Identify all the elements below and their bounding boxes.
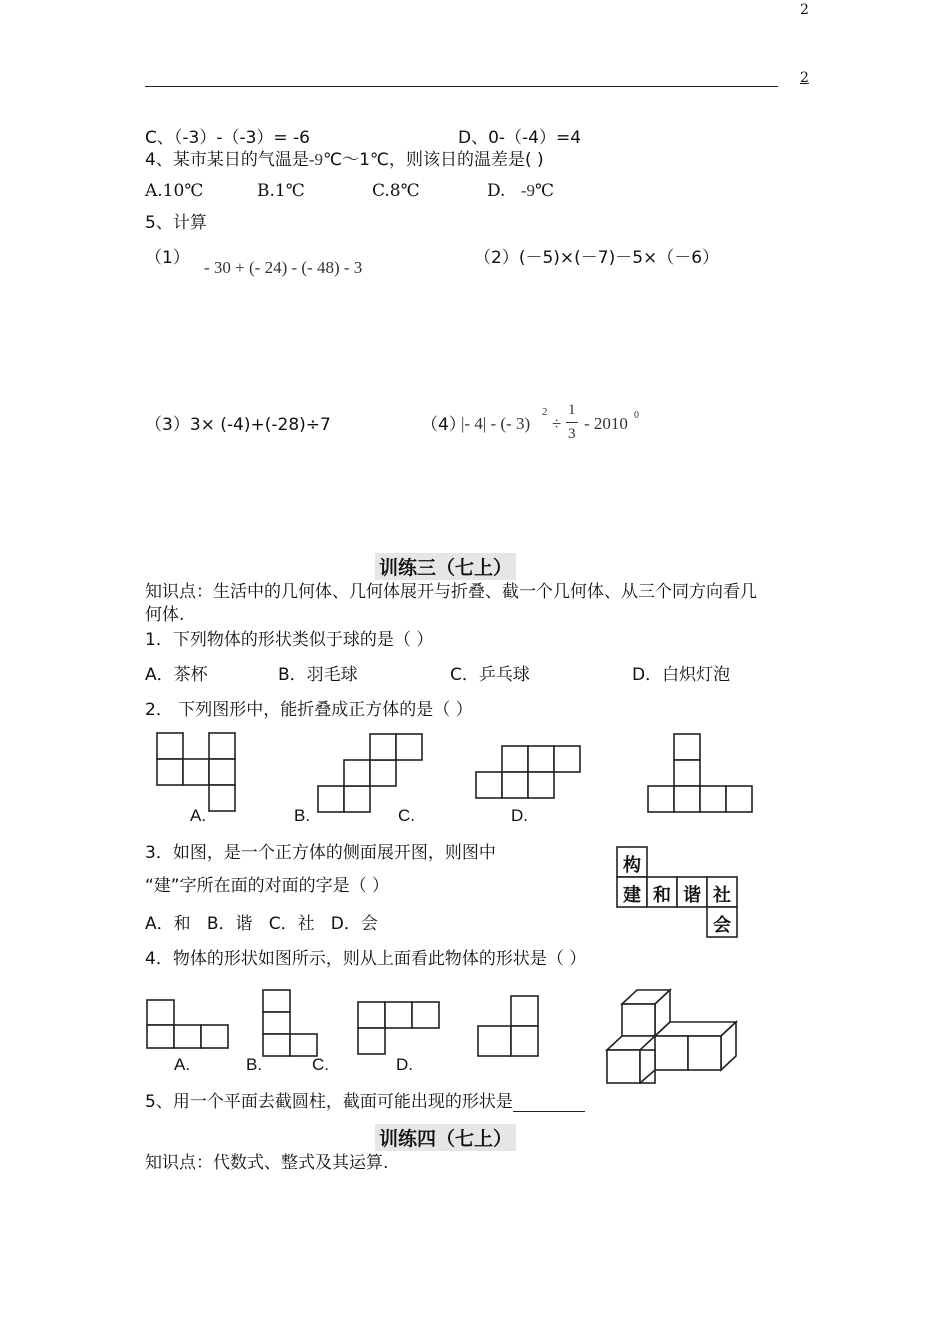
net-b [318,734,422,812]
stacked-cubes-figure [607,990,736,1083]
s3-q1-option-a: A．茶杯 [145,665,208,685]
q5-p4-exp2: 2 [542,406,548,418]
q4-option-d-unit: ℃ [535,181,555,201]
q5-p4-tail: - 2010 [584,414,628,433]
view-a-label: A. [174,1055,191,1074]
s3-q5-stem: 5、用一个平面去截圆柱，截面可能出现的形状是 [145,1092,513,1112]
s3-q2-stem: 2． 下列图形中，能折叠成正方体的是（ ） [145,700,473,720]
page-number: 2 [800,70,809,86]
net-d [648,734,752,812]
q4-option-d-label: D. [487,181,506,201]
section-3-title: 训练三（七上） [375,553,516,580]
char-xie: 谐 [683,885,701,906]
q5-p4-label: （4） [421,415,466,435]
view-option-d [478,996,538,1056]
answer-blank[interactable] [513,1093,585,1112]
q5-p4-den: 3 [568,426,576,442]
q5-p2: （2）(－5)×(－7)－5×（－6） [474,248,720,268]
net-b-label: B. [294,806,311,825]
view-b-label: B. [246,1055,263,1074]
char-hui: 会 [713,915,731,936]
q4-stem-pre: 4、某市某日的气温是 [145,150,309,170]
view-option-c [358,1002,439,1054]
q4-temp: -9 [308,150,323,169]
s3-q1-option-c: C．乒乓球 [450,665,530,685]
s3-q1-option-b: B．羽毛球 [278,665,358,685]
s3-q4-stem: 4．物体的形状如图所示，则从上面看此物体的形状是（ ） [145,949,587,969]
q5-p1-label: （1） [145,248,190,268]
section-3-knowledge-1: 知识点：生活中的几何体、几何体展开与折叠、截一个几何体、从三个同方向看几 [145,582,757,602]
view-d-label: D. [396,1055,413,1074]
net-c [476,746,580,798]
page-number-top: 2 [800,2,809,18]
section-3-knowledge-2: 何体. [145,605,185,625]
s3-q3-stem-2: “建”字所在面的对面的字是（ ） [145,876,390,896]
char-he: 和 [653,885,671,906]
q5-p1-expr: - 30 + (- 24) - (- 48) - 3 [204,258,363,277]
q5-p4-expr-a: |- 4| - (- 3) [461,414,531,433]
char-jian: 建 [623,885,641,906]
q5-p4-div: ÷ [552,414,562,433]
option-c: C、（-3）-（-3）= -6 [145,128,311,148]
view-c-label: C. [312,1055,329,1074]
s3-q1-option-d: D．白炽灯泡 [632,665,731,685]
section-4-title: 训练四（七上） [375,1124,516,1151]
q4-option-c: C.8℃ [372,181,420,201]
q5-p4-num: 1 [568,402,576,418]
q5-title: 5、计算 [145,213,207,233]
option-d: D、0-（-4）=4 [458,128,582,148]
q4-option-b: B.1℃ [257,181,305,201]
char-she: 社 [713,885,731,906]
section-4-knowledge: 知识点：代数式、整式及其运算. [145,1153,389,1173]
view-option-a [147,1000,228,1048]
net-c-label: C. [398,806,415,825]
char-gou: 构 [623,855,641,876]
q4-option-a: A.10℃ [145,181,204,201]
q5-p4-exp0: 0 [634,410,639,421]
s3-q5 [145,1092,585,1112]
net-d-label: D. [511,806,528,825]
view-option-b [263,990,317,1056]
s3-q1-stem: 1．下列物体的形状类似于球的是（ ） [145,630,434,650]
q4-option-d-value: -9 [520,181,536,200]
net-a [157,733,235,811]
q5-p3: （3）3× (-4)+(-28)÷7 [145,415,331,435]
q4-stem-post: ℃～1℃，则该日的温差是( ) [323,150,544,170]
net-a-label: A. [190,806,207,825]
s3-q3-options: A．和 B．谐 C．社 D．会 [145,914,378,934]
s3-q3-stem-1: 3．如图，是一个正方体的侧面展开图，则图中 [145,843,496,863]
